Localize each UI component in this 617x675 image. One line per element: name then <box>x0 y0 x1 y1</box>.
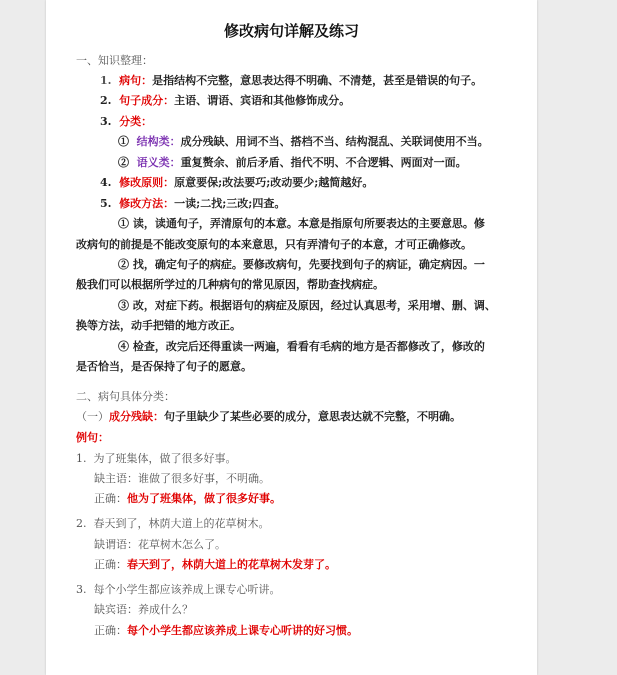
item-3-sub-2 <box>118 156 467 170</box>
section1-heading: 一、知识整理： <box>76 54 153 67</box>
example-3-correction <box>94 624 358 638</box>
item-3-label: 分类： <box>119 115 153 128</box>
item-4-text: 原意要保;改法要巧;改动要少;越简越好。 <box>174 176 374 189</box>
item-2-label: 句子成分： <box>119 94 175 107</box>
item-5-text: 一读;二找;三改;四查。 <box>174 197 286 210</box>
example-2-sentence <box>76 517 270 531</box>
subsection-number: （一） <box>76 410 109 423</box>
item-3-sub-1 <box>118 135 489 149</box>
subsection-missing-components <box>76 410 461 424</box>
item-2-text: 主语、谓语、宾语和其他修饰成分。 <box>174 94 351 107</box>
item-5-label: 修改方法： <box>119 197 175 210</box>
example-2-issue: 缺谓语：花草树木怎么了。 <box>94 538 226 551</box>
item-2-number: 2. <box>100 94 112 107</box>
sub-2-mark: ② <box>118 156 129 169</box>
method-check-line1: ④ 检查，改完后还得重读一两遍，看看有毛病的地方是否都修改了，修改的 <box>118 340 485 353</box>
item-4-number: 4. <box>100 176 112 189</box>
item-3-number: 3. <box>100 115 112 128</box>
example-2-correction <box>94 558 336 572</box>
subsection-text: 句子里缺少了某些必要的成分，意思表达就不完整，不明确。 <box>164 410 461 423</box>
sub-1-label: 结构类： <box>136 135 181 148</box>
item-5 <box>100 197 285 211</box>
method-read-line2: 改病句的前提是不能改变原句的本来意思，只有弄清句子的本意，才可正确修改。 <box>76 238 472 251</box>
page-title: 修改病句详解及练习 <box>223 22 359 40</box>
method-fix-line1: ③ 改，对症下药。根据语句的病症及原因，经过认真思考，采用增、删、调、 <box>118 299 496 312</box>
sub-1-text: 成分残缺、用词不当、搭档不当、结构混乱、关联词使用不当。 <box>180 135 489 148</box>
sub-2-label: 语义类： <box>136 156 181 169</box>
method-find-line2: 般我们可以根据所学过的几种病句的常见原因，帮助查找病症。 <box>76 278 384 291</box>
example-1-number: 1. <box>76 452 87 465</box>
method-read-line1: ① 读，读通句子，弄清原句的本意。本意是指原句所要表达的主要意思。修 <box>118 217 485 230</box>
example-3-sentence <box>76 583 281 597</box>
example-2-fix: 春天到了，林荫大道上的花草树木发芽了。 <box>127 558 336 571</box>
document-page <box>46 0 537 675</box>
method-check-line2: 是否恰当，是否保持了句子的愿意。 <box>76 360 252 373</box>
example-label: 例句： <box>76 431 109 444</box>
sub-2-text: 重复赘余、前后矛盾、指代不明、不合逻辑、两面对一面。 <box>180 156 467 169</box>
method-find-line1: ② 找，确定句子的病症。要修改病句，先要找到句子的病证，确定病因。一 <box>118 258 485 271</box>
item-5-number: 5. <box>100 197 112 210</box>
subsection-label: 成分残缺： <box>109 410 164 423</box>
example-2-number: 2. <box>76 517 87 530</box>
example-3-fix: 每个小学生都应该养成上课专心听讲的好习惯。 <box>127 624 358 637</box>
method-fix-line2: 换等方法，动手把错的地方改正。 <box>76 319 241 332</box>
example-1-fix: 他为了班集体，做了很多好事。 <box>127 492 281 505</box>
item-1 <box>100 74 482 88</box>
item-1-label: 病句： <box>119 74 153 87</box>
example-3-issue: 缺宾语：养成什么？ <box>94 603 193 616</box>
item-4 <box>100 176 373 190</box>
example-1-fix-label: 正确： <box>94 492 127 505</box>
example-3-fix-label: 正确： <box>94 624 127 637</box>
example-1-correction <box>94 492 281 506</box>
example-1-text: 为了班集体，做了很多好事。 <box>93 452 237 465</box>
example-3-number: 3. <box>76 583 87 596</box>
item-4-label: 修改原则： <box>119 176 175 189</box>
item-1-number: 1. <box>100 74 112 87</box>
item-3 <box>100 115 152 129</box>
example-2-fix-label: 正确： <box>94 558 127 571</box>
item-1-text: 是指结构不完整，意思表达得不明确、不清楚，甚至是错误的句子。 <box>152 74 483 87</box>
section2-heading: 二、病句具体分类： <box>76 390 175 403</box>
sub-1-mark: ① <box>118 135 129 148</box>
example-1-sentence <box>76 452 237 466</box>
example-2-text: 春天到了，林荫大道上的花草树木。 <box>93 517 270 530</box>
example-3-text: 每个小学生都应该养成上课专心听讲。 <box>93 583 281 596</box>
item-2 <box>100 94 350 108</box>
example-1-issue: 缺主语：谁做了很多好事，不明确。 <box>94 472 270 485</box>
